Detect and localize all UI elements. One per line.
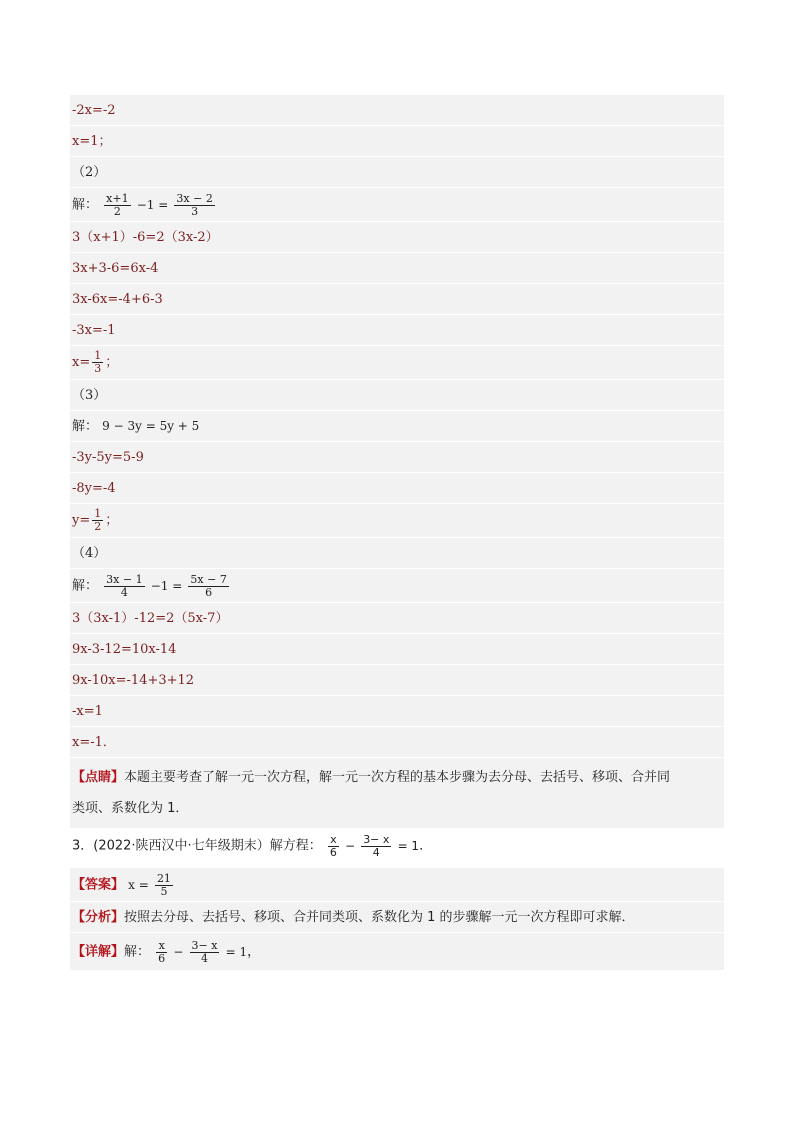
- fraction: $\frac{x+1}{2}$: [106, 191, 129, 218]
- part-label: （4）: [70, 538, 724, 569]
- solve-label: 解：: [72, 197, 99, 213]
- answer-line: 【答案】 x = $\frac{21}{5}$: [70, 868, 724, 902]
- step-line: -8y=-4: [70, 473, 724, 504]
- step-line: -x=1: [70, 696, 724, 727]
- comment-block: 【点睛】本题主要考查了解一元一次方程，解一元一次方程的基本步骤为去分母、去括号、移项、合并同 类项、系数化为 1．: [70, 758, 724, 828]
- comment-tag: 【点睛】: [72, 770, 125, 785]
- step-line: 3x-6x=-4+6-3: [70, 284, 724, 315]
- equation-2: 解： $\frac{x+1}{2}$ −1 = $\frac{3x - 2}{3}$: [70, 188, 724, 222]
- detail-line: 【详解】解： $\frac{x}{6}$ − $\frac{3- x}{4}$ = 1，: [70, 933, 724, 971]
- equation-3: 解： 9 − 3y = 5y + 5: [70, 411, 724, 442]
- step-line: x=-1．: [70, 727, 724, 758]
- step-line: 3x+3-6=6x-4: [70, 253, 724, 284]
- step-line: 3（3x-1）-12=2（5x-7）: [70, 603, 724, 634]
- step-line: 9x-10x=-14+3+12: [70, 665, 724, 696]
- analysis-line: 【分析】按照去分母、去括号、移项、合并同类项、系数化为 1 的步骤解一元一次方程即可求解．: [70, 902, 724, 933]
- step-line: x=1；: [70, 126, 724, 157]
- solution-content: [70, 95, 724, 971]
- step-line: 9x-3-12=10x-14: [70, 634, 724, 665]
- part-label: （2）: [70, 157, 724, 188]
- step-line: -3x=-1: [70, 315, 724, 346]
- fraction: $\frac{3x - 2}{3}$: [176, 191, 213, 218]
- step-line: -2x=-2: [70, 95, 724, 126]
- step-line: -3y-5y=5-9: [70, 442, 724, 473]
- result-x: x= $\frac{1}{3}$ ；: [70, 346, 724, 380]
- part-label: （3）: [70, 380, 724, 411]
- result-y: y= $\frac{1}{2}$ ；: [70, 504, 724, 538]
- step-line: 3（x+1）-6=2（3x-2）: [70, 222, 724, 253]
- question-3: 3．(2022·陕西汉中·七年级期末）解方程： $\frac{x}{6}$ − $\frac{3- x}{4}$ = 1．: [70, 828, 724, 864]
- equation-4: 解： $\frac{3x - 1}{4}$ −1 = $\frac{5x - 7}{6}$: [70, 569, 724, 603]
